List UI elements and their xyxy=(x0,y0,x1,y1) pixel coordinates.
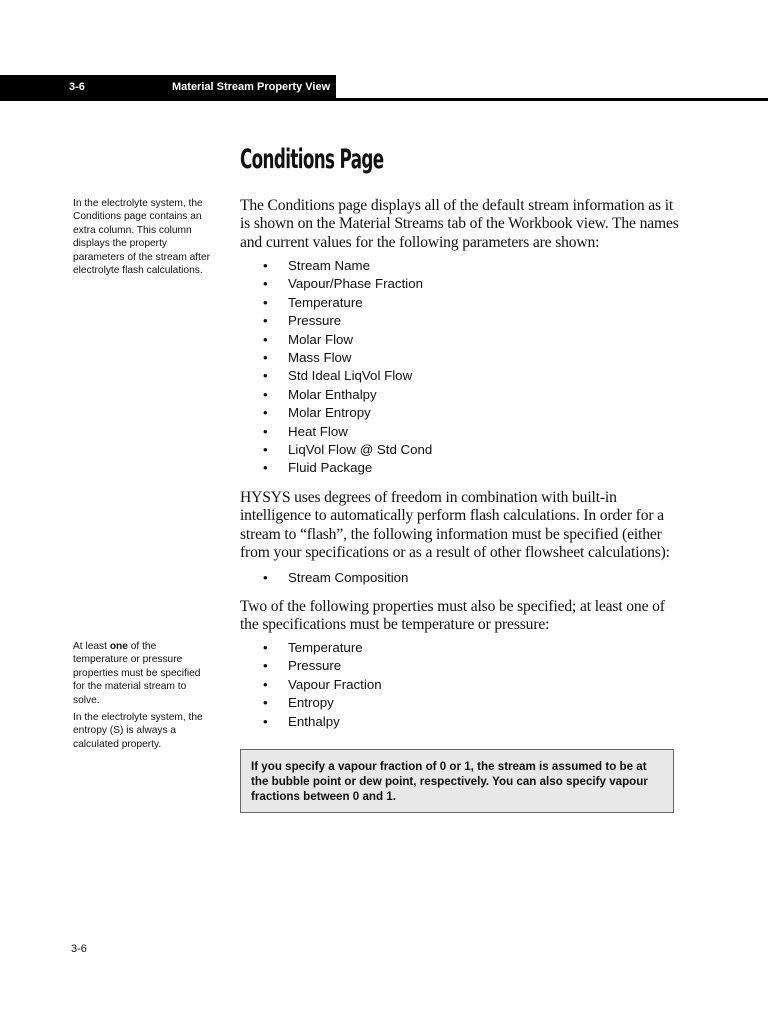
note-text-suffix: of the temperature or pressure properties must be specified for the material stream to solve. xyxy=(73,641,201,706)
vapour-fraction-note-box: If you specify a vapour fraction of 0 or 1, the stream is assumed to be at the bubble point or dew point, respectively. You can also specify vapour fractions between 0 and 1. xyxy=(240,749,674,813)
required-list xyxy=(240,569,408,587)
list-item: • Enthalpy xyxy=(240,713,382,731)
list-item: • Molar Entropy xyxy=(240,404,432,422)
list-item: • Temperature xyxy=(240,294,432,312)
list-item: • Molar Enthalpy xyxy=(240,386,432,404)
list-item: • Pressure xyxy=(240,657,382,675)
two-properties-paragraph: Two of the following properties must also be specified; at least one of the specifications must be temperature or pressure: xyxy=(240,598,665,634)
page-title: Conditions Page xyxy=(240,144,384,175)
list-item: • LiqVol Flow @ Std Cond xyxy=(240,441,432,459)
note-text-emphasis: one xyxy=(109,641,128,652)
degrees-of-freedom-paragraph: HYSYS uses degrees of freedom in combination with built-in intelligence to automatically perform flash calculations. In order for a stream to “flash”, the following information must be specified (either from your specifications or as a result of other flowsheet calculations): xyxy=(240,489,670,561)
list-item: • Std Ideal LiqVol Flow xyxy=(240,367,432,385)
header-page-number: 3-6 xyxy=(69,81,85,93)
list-item: • Fluid Package xyxy=(240,459,432,477)
list-item: • Temperature xyxy=(240,639,382,657)
header-rule xyxy=(336,98,768,101)
list-item: • Pressure xyxy=(240,312,432,330)
header-section-title: Material Stream Property View xyxy=(172,81,331,93)
sidebar-note-temperature-pressure xyxy=(73,640,213,707)
list-item: • Vapour Fraction xyxy=(240,676,382,694)
footer-page-number: 3-6 xyxy=(71,943,87,955)
property-list xyxy=(240,639,382,731)
sidebar-note-electrolyte-column: In the electrolyte system, the Conditions page contains an extra column. This column displays the property parameters of the stream after electrolyte flash calculations. xyxy=(73,198,211,277)
list-item: • Heat Flow xyxy=(240,423,432,441)
note-text-prefix: At least xyxy=(73,641,110,652)
list-item: • Stream Name xyxy=(240,257,432,275)
list-item: • Stream Composition xyxy=(240,569,408,587)
list-item: • Vapour/Phase Fraction xyxy=(240,275,432,293)
page-header-bar xyxy=(0,75,336,101)
parameter-list xyxy=(240,257,432,478)
sidebar-note-entropy: In the electrolyte system, the entropy (S) is always a calculated property. xyxy=(73,712,203,750)
list-item: • Molar Flow xyxy=(240,331,432,349)
list-item: • Mass Flow xyxy=(240,349,432,367)
intro-paragraph: The Conditions page displays all of the default stream information as it is shown on the Material Streams tab of the Workbook view. The names and current values for the following parameters are shown: xyxy=(240,197,679,251)
list-item: • Entropy xyxy=(240,694,382,712)
